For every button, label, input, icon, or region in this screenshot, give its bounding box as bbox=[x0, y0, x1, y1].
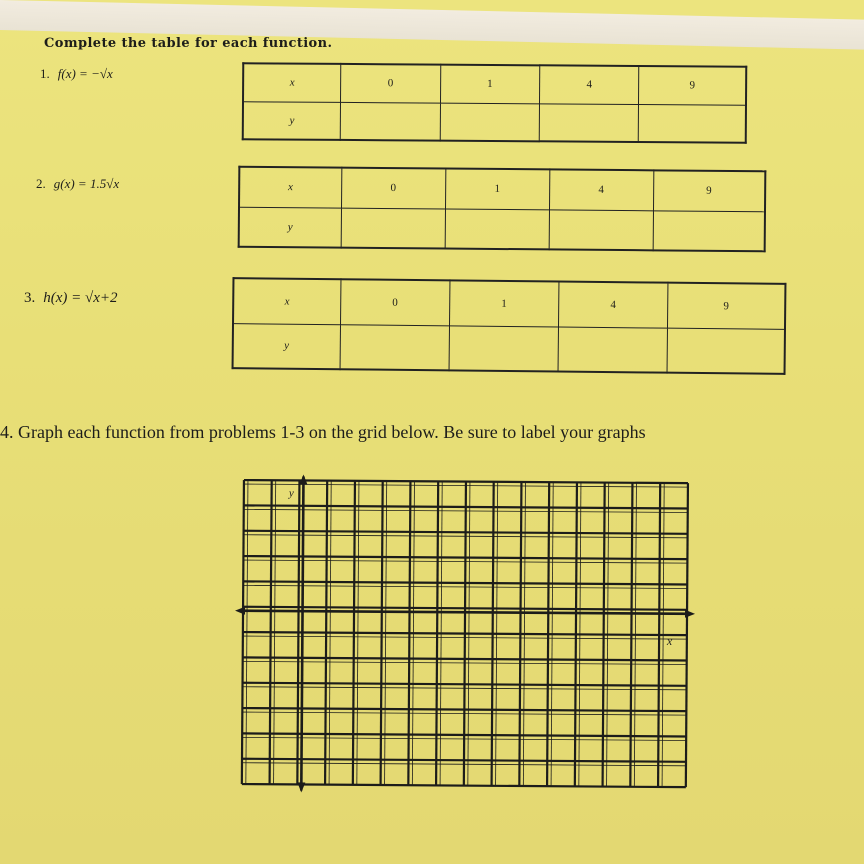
table-3-x-9: 9 bbox=[667, 283, 785, 329]
y-axis-label: y bbox=[288, 487, 294, 500]
table-2-y-cell[interactable] bbox=[445, 209, 549, 250]
table-2-y-cell[interactable] bbox=[549, 209, 653, 250]
value-table-1 bbox=[242, 62, 748, 144]
table-1-x-label: x bbox=[243, 63, 341, 102]
grid-horizontal-line bbox=[242, 784, 686, 787]
table-2-x-1: 1 bbox=[445, 169, 549, 210]
table-3-x-0: 0 bbox=[340, 279, 450, 325]
grid-horizontal-line bbox=[244, 480, 688, 483]
table-1-y-cell[interactable] bbox=[639, 104, 746, 143]
table-1-y-cell[interactable] bbox=[340, 102, 440, 141]
graph-grid[interactable] bbox=[234, 474, 698, 802]
grid-horizontal-line bbox=[243, 556, 687, 559]
grid-horizontal-line bbox=[242, 708, 686, 711]
table-1-y-cell[interactable] bbox=[440, 103, 540, 142]
problem-1-function: f(x) = −√x bbox=[57, 66, 113, 81]
table-3-y-cell[interactable] bbox=[449, 325, 559, 371]
graph-grid-svg[interactable] bbox=[234, 474, 698, 797]
problem-1-number: 1. bbox=[40, 66, 50, 81]
grid-horizontal-line bbox=[243, 581, 687, 584]
problem-2 bbox=[36, 176, 119, 192]
problem-1 bbox=[40, 66, 113, 82]
table-2-x-4: 4 bbox=[549, 169, 653, 210]
problem-3 bbox=[24, 290, 118, 307]
table-2-x-label: x bbox=[239, 167, 342, 208]
grid-horizontal-line bbox=[243, 683, 687, 686]
instructions-heading: Complete the table for each function. bbox=[44, 36, 333, 51]
x-axis-arrow-right bbox=[685, 610, 695, 618]
x-axis-line bbox=[239, 611, 691, 614]
x-axis-arrow-left bbox=[235, 607, 245, 615]
table-1-x-1: 1 bbox=[440, 65, 540, 104]
question-4-prompt: 4. Graph each function from problems 1-3 on the grid below. Be sure to label your graphs bbox=[0, 422, 646, 442]
y-axis-arrow-down bbox=[297, 782, 305, 792]
problem-2-function: g(x) = 1.5√x bbox=[53, 176, 120, 191]
table-3-x-label: x bbox=[233, 278, 341, 324]
grid-lines bbox=[242, 480, 688, 787]
table-2-y-cell[interactable] bbox=[341, 208, 445, 249]
table-2-y-cell[interactable] bbox=[653, 210, 765, 251]
table-2-x-0: 0 bbox=[341, 168, 445, 209]
grid-horizontal-line bbox=[244, 505, 688, 508]
table-2-x-9: 9 bbox=[653, 170, 765, 211]
table-2-y-label: y bbox=[239, 207, 342, 248]
table-3-y-cell[interactable] bbox=[340, 324, 450, 370]
value-table-2 bbox=[238, 166, 767, 253]
grid-horizontal-line bbox=[243, 657, 687, 660]
grid-horizontal-line bbox=[244, 531, 688, 534]
table-3-x-4: 4 bbox=[558, 282, 668, 328]
problem-3-number: 3. bbox=[24, 290, 36, 306]
table-1-y-cell[interactable] bbox=[539, 103, 639, 142]
problem-3-function: h(x) = √x+2 bbox=[43, 290, 118, 306]
value-table-3 bbox=[232, 277, 787, 375]
table-1-y-label: y bbox=[243, 101, 341, 140]
table-1-x-4: 4 bbox=[539, 65, 639, 104]
table-1-x-9: 9 bbox=[639, 66, 746, 105]
problem-2-number: 2. bbox=[36, 176, 46, 191]
table-3-y-cell[interactable] bbox=[558, 327, 668, 373]
grid-horizontal-line bbox=[243, 632, 687, 635]
table-3-y-cell[interactable] bbox=[667, 328, 785, 374]
grid-horizontal-line bbox=[242, 759, 686, 762]
grid-horizontal-line bbox=[242, 733, 686, 736]
y-axis-line bbox=[301, 476, 303, 790]
table-3-x-1: 1 bbox=[449, 280, 559, 326]
grid-horizontal-line bbox=[243, 607, 687, 610]
table-1-x-0: 0 bbox=[341, 64, 441, 103]
x-axis-label: x bbox=[666, 634, 673, 649]
table-3-y-label: y bbox=[233, 323, 341, 369]
